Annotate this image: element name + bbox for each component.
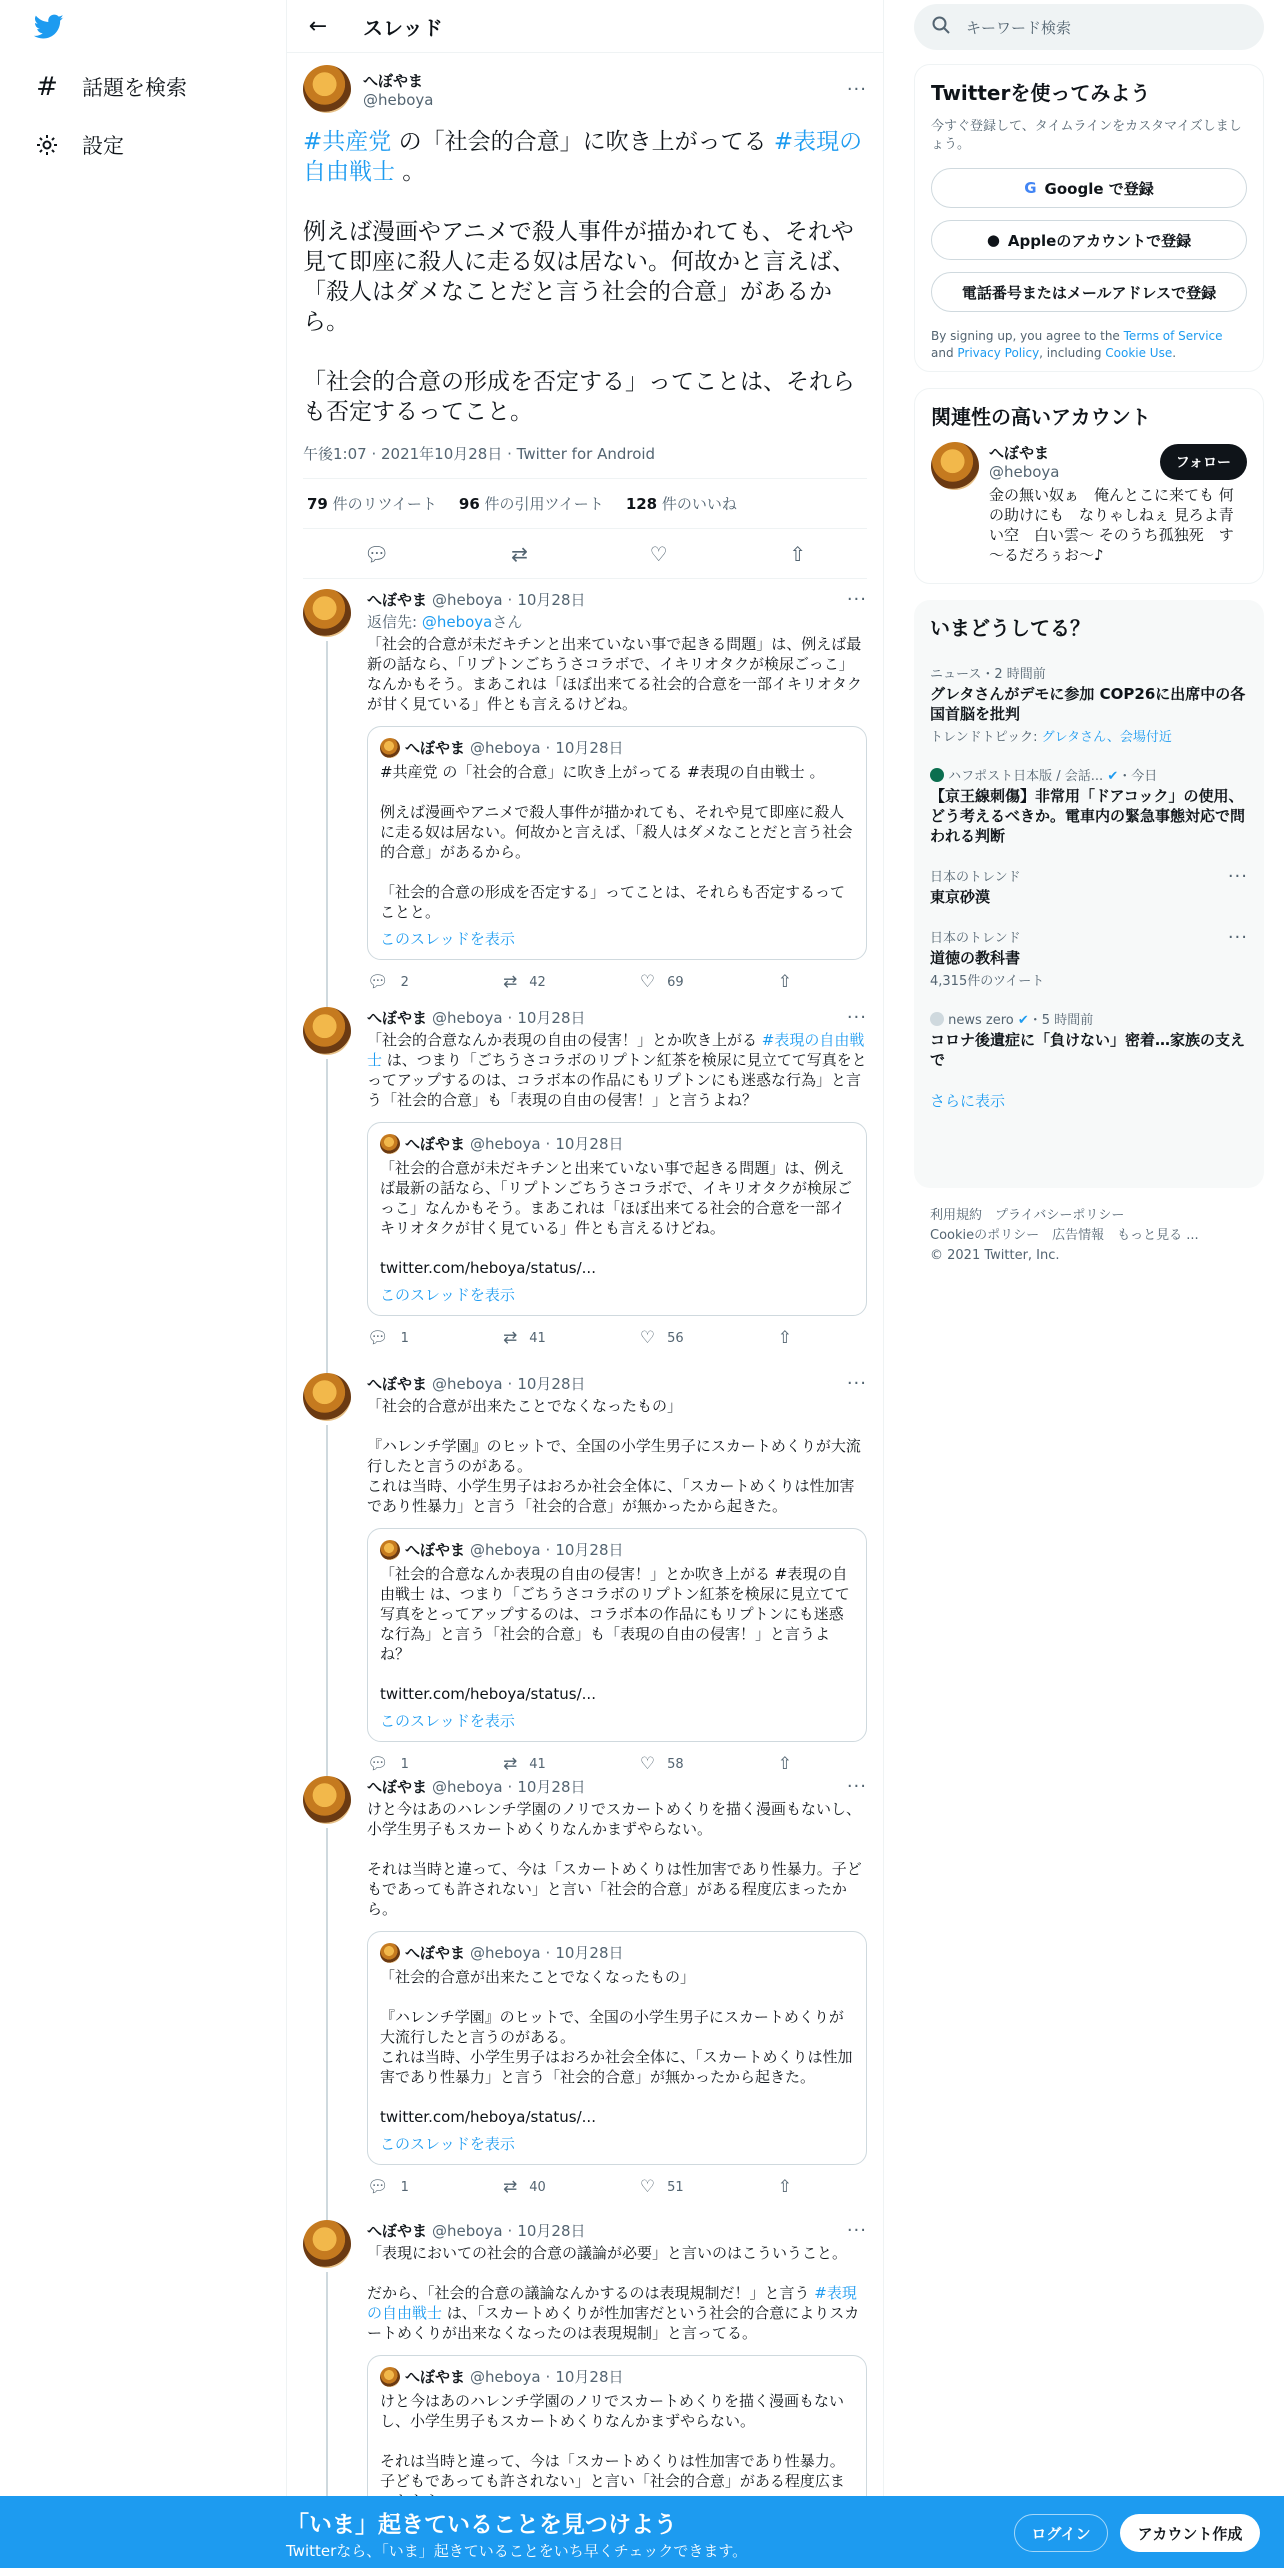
account-bio: 金の無い奴ぁ 俺んとこに来ても 何の助けにも なりゃしねぇ 見ろよ青い空 白い雲～ そのうち孤独死 す～るだろぅお～♪ — [989, 486, 1234, 564]
hashtag-link[interactable]: #表現の自由戦士 — [367, 2284, 857, 2322]
quoted-tweet[interactable]: へぼやま @heboya · 10月28日 #共産党 の「社会的合意」に吹き上がってる #表現の自由戦士 。 例えば漫画やアニメで殺人事件が描かれても、それや見て即座に殺人に走る奴は居ない。何故かと言えば、「殺人はダメなことだと言う社会的合意」があるから。 「社会的合意の形成を否定する」ってことは、それらも否定するってことと。 このスレッドを表示 — [367, 726, 867, 960]
tweet-date[interactable]: 10月28日 — [517, 2222, 586, 2240]
tweet-text-part: の「社会的合意」に吹き上がってる — [391, 129, 774, 155]
hashtag-link[interactable]: #表現の自由戦士 — [367, 1031, 865, 1069]
quote-count[interactable]: 96 件の引用ツイート — [458, 495, 604, 513]
phone-signup-button[interactable]: 電話番号またはメールアドレスで登録 — [931, 272, 1247, 312]
search-input[interactable]: キーワード検索 — [966, 18, 1072, 37]
reply-to-link[interactable]: @heboya — [421, 613, 493, 631]
quote-date: 10月28日 — [555, 739, 624, 757]
more-options-icon[interactable]: ··· — [846, 78, 867, 100]
more-options-icon[interactable]: ··· — [846, 589, 867, 610]
author-handle[interactable]: @heboya — [432, 1374, 503, 1393]
thread-line — [326, 1828, 328, 2220]
quote-date: 10月28日 — [555, 1541, 624, 1559]
tweet-date[interactable]: 10月28日 — [517, 591, 586, 609]
quote-author-name: へぼやま — [405, 1135, 466, 1153]
trend-source: news zero ✔・5 時間前 — [930, 1009, 1248, 1028]
more-options-icon[interactable]: ··· — [846, 2220, 867, 2241]
thread-header — [287, 0, 883, 53]
share-icon: ⇧ — [777, 972, 792, 992]
login-banner — [0, 2496, 1284, 2568]
main-column — [286, 0, 884, 2568]
like-button[interactable]: ♡ 56 — [639, 1328, 684, 1348]
author-name[interactable]: へぼやま — [363, 71, 424, 90]
trend-item[interactable] — [914, 917, 1264, 999]
trend-title: コロナ後遺症に「負けない」密着…家族の支えで — [930, 1031, 1246, 1069]
share-button[interactable] — [778, 972, 792, 992]
author-handle[interactable]: @heboya — [432, 1777, 503, 1796]
avatar[interactable] — [303, 1776, 351, 1824]
retweet-icon[interactable]: ⇄ — [511, 541, 528, 566]
quoted-tweet[interactable]: へぼやま @heboya · 10月28日 「社会的合意が出来たことでなくなったもの」 『ハレンチ学園』のヒットで、全国の小学生男子にスカートめくりが大流行したと言うのがある。 これは当時、小学生男子はおろか社会全体に、「スカートめくりは性加害であり性暴力」と言う「社会的合意」が無かったから起きた。 twitter.com/heboya/status/... このスレッドを表示 — [367, 1931, 867, 2165]
signup-button[interactable]: アカウント作成 — [1120, 2514, 1260, 2552]
cookie-link[interactable]: Cookie Use — [1105, 346, 1173, 360]
like-icon[interactable]: ♡ — [649, 541, 668, 566]
reply-tweet[interactable]: へぼやま @heboya · 10月28日 ··· 返信先: @heboyaさん 「社会的合意が未だキチンと出来ていない事で起きる問題」は、例えば最新の話なら、「リプトンごちうさコラボで、イキリオタクが検尿ごっこ」なんかもそう。まあこれは「ほぼ出来てる社会的合意を一部イキリオタクが甘く見ている」件とも言えるけどね。 へぼやま @heboya · 10月28日 #共産党 の「社会的合意」に吹き上がってる #表現の自由戦士 。 例えば漫画やアニメで殺人事件が描かれても、それや見て即座に殺人に走る奴は居ない。何故かと言えば、「殺人はダメなことだと言う社会的合意」があるから。 「社会的合意の形成を否定する」ってことは、それらも否定するってことと。 このスレッドを表示 💬︎ 2 ⇄ 42 ♡ 69 ⇧ — [287, 579, 883, 997]
signup-title: Twitterを使ってみよう — [931, 81, 1151, 105]
like-button[interactable]: ♡ 69 — [639, 972, 684, 992]
like-button[interactable]: ♡ 51 — [639, 2177, 684, 2197]
apple-icon: ● — [986, 231, 1000, 249]
reply-tweet[interactable]: へぼやま @heboya · 10月28日 ··· 「社会的合意が出来たことでなくなったもの」 『ハレンチ学園』のヒットで、全国の小学生男子にスカートめくりが大流行したと言うのがある。 これは当時、小学生男子はおろか社会全体に、「スカートめくりは性加害であり性暴力」と言う「社会的合意」が無かったから起きた。 へぼやま @heboya · 10月28日 「社会的合意なんか表現の自由の侵害！」とか吹き上がる #表現の自由戦士 は、つまり「ごちうさコラボのリプトン紅茶を検尿に見立てて写真をとってアップするのは、コラボ本の作品にもリプトンにも迷惑な行為」と言う「社会的合意」も「表現の自由の侵害！」と言うよね？ twitter.com/heboya/status/... このスレッドを表示 💬︎ 1 ⇄ 41 ♡ 58 ⇧ — [287, 1363, 883, 1766]
tos-link[interactable]: Terms of Service — [1123, 329, 1223, 343]
left-navigation — [0, 0, 286, 2568]
quote-author-name: へぼやま — [405, 1944, 466, 1962]
share-button[interactable] — [778, 2177, 792, 2197]
like-count[interactable]: 128 件のいいね — [625, 495, 737, 513]
trends-title: いまどうしてる？ — [930, 616, 1090, 640]
author-handle[interactable]: @heboya — [432, 590, 503, 609]
author-name[interactable]: へぼやま — [367, 2222, 428, 2240]
trend-category: 日本のトレンド — [930, 931, 1021, 946]
login-button[interactable]: ログイン — [1014, 2514, 1108, 2552]
author-name[interactable]: へぼやま — [367, 1778, 428, 1796]
quote-text: 「社会的合意が未だキチンと出来ていない事で起きる問題」は、例えば最新の話なら、「リプトンごちうさコラボで、イキリオタクが検尿ごっこ」なんかもそう。まあこれは「ほぼ出来てる社会的合意を一部イキリオタクが甘く見ている」件とも言えるけどね。 twitter.com/heboya/status/... — [380, 1159, 853, 1277]
nav-settings-label: 設定 — [82, 134, 124, 158]
avatar — [380, 2367, 400, 2387]
reply-icon: 💬︎ — [367, 972, 389, 992]
quote-author-name: へぼやま — [405, 739, 466, 757]
retweet-icon: ⇄ — [502, 1754, 518, 1774]
tweet-body: 例えば漫画やアニメで殺人事件が描かれても、それや見て即座に殺人に走る奴は居ない。何故かと言えば、「殺人はダメなことだと言う社会的合意」があるから。 「社会的合意の形成を否定する」ってことは、それらも否定するってこと。 — [303, 219, 855, 425]
signup-card — [914, 64, 1264, 372]
avatar — [380, 1540, 400, 1560]
related-accounts-card — [914, 388, 1264, 584]
source-icon — [930, 768, 944, 782]
avatar — [380, 1943, 400, 1963]
gear-icon — [34, 132, 60, 158]
tweet-actions — [367, 1316, 792, 1360]
reply-button[interactable]: 💬︎ 1 — [367, 1328, 409, 1348]
retweet-icon: ⇄ — [502, 1328, 518, 1348]
author-handle[interactable]: @heboya — [432, 1008, 503, 1027]
share-icon: ⇧ — [777, 1754, 792, 1774]
search-box[interactable] — [914, 4, 1264, 50]
trend-item[interactable] — [914, 856, 1264, 917]
like-icon: ♡ — [639, 1754, 656, 1774]
trend-title: 東京砂漠 — [930, 888, 991, 906]
verified-icon: ✔ — [1017, 1013, 1029, 1028]
more-options-icon[interactable]: ··· — [846, 1007, 867, 1028]
trend-title: 【京王線刺傷】非常用「ドアコック」の使用、どう考えるべきか。電車内の緊急事態対応で問われる判断 — [930, 787, 1246, 845]
copyright: © 2021 Twitter, Inc. — [930, 1248, 1060, 1263]
quote-author-handle: @heboya — [470, 1134, 541, 1153]
trend-title: グレタさんがデモに参加 COP26に出席中の各国首脳を批判 — [930, 685, 1246, 723]
show-thread-link[interactable]: このスレッドを表示 — [380, 1286, 515, 1304]
tweet-date[interactable]: 10月28日 — [517, 1009, 586, 1027]
google-signup-button[interactable]: G Google で登録 — [931, 168, 1247, 208]
trend-category: 日本のトレンド — [930, 870, 1021, 885]
nav-explore[interactable] — [34, 72, 187, 102]
reply-to-label: 返信先: — [367, 613, 422, 631]
reply-button[interactable]: 💬︎ 1 — [367, 2177, 409, 2197]
privacy-link[interactable]: Privacy Policy — [957, 346, 1040, 360]
more-options-icon[interactable]: ··· — [846, 1373, 867, 1394]
trend-item[interactable] — [914, 653, 1264, 755]
quote-author-handle: @heboya — [470, 738, 541, 757]
author-handle[interactable]: @heboya — [432, 2221, 503, 2240]
tweet-text — [303, 127, 867, 427]
show-thread-link[interactable]: このスレッドを表示 — [380, 930, 515, 948]
avatar[interactable] — [303, 2220, 351, 2268]
hashtag-link[interactable]: #表現の自由戦士 — [303, 129, 863, 185]
retweet-button[interactable]: ⇄ 41 — [502, 1754, 546, 1774]
quote-author-handle: @heboya — [470, 1540, 541, 1559]
trend-count: 4,315件のツイート — [930, 974, 1045, 989]
apple-signup-button[interactable]: ● Appleのアカウントで登録 — [931, 220, 1247, 260]
reply-icon[interactable]: 💬︎ — [363, 541, 390, 566]
avatar — [380, 1134, 400, 1154]
hashtag-icon: # — [36, 72, 58, 102]
quote-author-handle: @heboya — [470, 1943, 541, 1962]
avatar[interactable] — [303, 65, 351, 113]
reply-button[interactable]: 💬︎ 1 — [367, 1754, 409, 1774]
like-icon: ♡ — [639, 972, 656, 992]
signup-legal: By signing up, you agree to the Terms of Service and Privacy Policy, including Cookie Use. — [931, 329, 1223, 360]
show-more-link[interactable]: さらに表示 — [930, 1092, 1006, 1110]
google-icon: G — [1024, 179, 1037, 197]
quote-text: けと今はあのハレンチ学園のノリでスカートめくりを描く漫画もないし、小学生男子もスカートめくりなんかまずやらない。 それは当時と違って、今は「スカートめくりは性加害であり性暴力。子どもであっても許されない」と言い「社会的合意」がある程度広ま — [380, 2392, 845, 2490]
trend-subtitle: トレンドトピック: グレタさん、会場付近 — [930, 730, 1172, 745]
nav-settings[interactable] — [34, 130, 124, 160]
tweet-text-part: 。 — [395, 159, 426, 185]
retweet-count[interactable]: 79 件のリツイート — [307, 495, 437, 513]
quote-date: 10月28日 — [555, 1944, 624, 1962]
tweet-text: 「社会的合意が出来たことでなくなったもの」 『ハレンチ学園』のヒットで、全国の小学生男子にスカートめくりが大流行したと言うのがある。 これは当時、小学生男子はおろか社会全体に、「スカートめくりは性加害であり性暴力」と言う「社会的合意」が無かったから起きた。 — [367, 1397, 861, 1515]
avatar[interactable] — [303, 589, 351, 637]
reply-icon: 💬︎ — [367, 1754, 389, 1774]
author-name[interactable]: へぼやま — [367, 1009, 428, 1027]
more-options-icon[interactable]: ··· — [1227, 866, 1248, 887]
quoted-tweet[interactable]: へぼやま @heboya · 10月28日 「社会的合意が未だキチンと出来ていない事で起きる問題」は、例えば最新の話なら、「リプトンごちうさコラボで、イキリオタクが検尿ごっこ」なんかもそう。まあこれは「ほぼ出来てる社会的合意を一部イキリオタクが甘く見ている」件とも言えるけどね。 twitter.com/heboya/status/... このスレッドを表示 — [367, 1122, 867, 1316]
quoted-tweet[interactable]: へぼやま @heboya · 10月28日 けと今はあのハレンチ学園のノリでスカートめくりを描く漫画もないし、小学生男子もスカートめくりなんかまずやらない。 それは当時と違って、今は「スカートめくりは性加害であり性暴力。子どもであっても許されない」と言い「社会的合意」がある程度広ま — [367, 2355, 867, 2522]
nav-explore-label: 話題を検索 — [82, 76, 187, 100]
banner-subtitle: Twitterなら、「いま」起きていることをいち早くチェックできます。 — [286, 2542, 748, 2560]
more-options-icon[interactable]: ··· — [846, 1776, 867, 1797]
quoted-tweet[interactable]: へぼやま @heboya · 10月28日 「社会的合意なんか表現の自由の侵害！」とか吹き上がる #表現の自由戦士 は、つまり「ごちうさコラボのリプトン紅茶を検尿に見立てて写真をとってアップするのは、コラボ本の作品にもリプトンにも迷惑な行為」と言う「社会的合意」も「表現の自由の侵害！」と言うよね？ twitter.com/heboya/status/... このスレッドを表示 — [367, 1528, 867, 1742]
tweet-date[interactable]: 10月28日 — [517, 1778, 586, 1796]
follow-button[interactable]: フォロー — [1160, 444, 1247, 480]
focused-tweet — [287, 53, 883, 579]
trend-category: ニュース・2 時間前 — [930, 667, 1046, 682]
author-handle[interactable]: @heboya — [363, 90, 434, 109]
tweet-text: 「社会的合意なんか表現の自由の侵害！」とか吹き上がる #表現の自由戦士 は、つまり「ごちうさコラボのリプトン紅茶を検尿に見立てて写真をとってアップするのは、コラボ本の作品にもリプトンにも迷惑な行為」と言う「社会的合意」も「表現の自由の侵害！」と言うよね？ — [367, 1031, 867, 1109]
reply-icon: 💬︎ — [367, 2177, 389, 2197]
twitter-logo-icon[interactable] — [34, 14, 64, 40]
trend-item[interactable] — [914, 755, 1264, 856]
thread-line — [326, 641, 328, 1007]
hashtag-link[interactable]: #共産党 — [303, 129, 392, 155]
reply-button[interactable]: 💬︎ 2 — [367, 972, 409, 992]
quote-text: 「社会的合意なんか表現の自由の侵害！」とか吹き上がる #表現の自由戦士 は、つまり「ごちうさコラボのリプトン紅茶を検尿に見立てて写真をとってアップするのは、コラボ本の作品にもリプトンにも迷惑な行為」と言う「社会的合意」も「表現の自由の侵害！」と言うよね？ twitter.com/heboya/status/... — [380, 1565, 850, 1703]
retweet-icon: ⇄ — [502, 2177, 518, 2197]
tweet-timestamp[interactable]: 午後1:07 · 2021年10月28日 · Twitter for Android — [303, 443, 867, 479]
back-arrow-icon[interactable]: ← — [308, 13, 328, 39]
verified-icon: ✔ — [1107, 769, 1119, 784]
retweet-icon: ⇄ — [502, 972, 518, 992]
retweet-button[interactable]: ⇄ 40 — [502, 2177, 546, 2197]
trend-title: 道徳の教科書 — [930, 949, 1021, 967]
show-thread-link[interactable]: このスレッドを表示 — [380, 1712, 515, 1730]
reply-tweet[interactable]: へぼやま @heboya · 10月28日 ··· けと今はあのハレンチ学園のノリでスカートめくりを描く漫画もないし、小学生男子もスカートめくりなんかまずやらない。 それは当時と違って、今は「スカートめくりは性加害であり性暴力。子どもであっても許されない」と言い「社会的合意」がある程度広まったから。 へぼやま @heboya · 10月28日 「社会的合意が出来たことでなくなったもの」 『ハレンチ学園』のヒットで、全国の小学生男子にスカートめくりが大流行したと言うのがある。 これは当時、小学生男子はおろか社会全体に、「スカートめくりは性加害であり性暴力」と言う「社会的合意」が無かったから起きた。 twitter.com/heboya/status/... このスレッドを表示 💬︎ 1 ⇄ 40 ♡ 51 ⇧ — [287, 1766, 883, 2210]
quote-date: 10月28日 — [555, 1135, 624, 1153]
show-thread-link[interactable]: このスレッドを表示 — [380, 2135, 515, 2153]
account-name[interactable]: へぼやま — [989, 444, 1050, 462]
tweet-date[interactable]: 10月28日 — [517, 1375, 586, 1393]
share-icon: ⇧ — [777, 1328, 792, 1348]
reply-tweet[interactable]: へぼやま @heboya · 10月28日 ··· 「社会的合意なんか表現の自由の侵害！」とか吹き上がる #表現の自由戦士 は、つまり「ごちうさコラボのリプトン紅茶を検尿に見立てて写真をとってアップするのは、コラボ本の作品にもリプトンにも迷惑な行為」と言う「社会的合意」も「表現の自由の侵害！」と言うよね？ へぼやま @heboya · 10月28日 「社会的合意が未だキチンと出来ていない事で起きる問題」は、例えば最新の話なら、「リプトンごちうさコラボで、イキリオタクが検尿ごっこ」なんかもそう。まあこれは「ほぼ出来てる社会的合意を一部イキリオタクが甘く見ている」件とも言えるけどね。 twitter.com/heboya/status/... このスレッドを表示 💬︎ 1 ⇄ 41 ♡ 56 ⇧ — [287, 997, 883, 1363]
retweet-button[interactable]: ⇄ 42 — [502, 972, 546, 992]
like-icon: ♡ — [639, 2177, 656, 2197]
tweet-actions — [367, 2165, 792, 2209]
author-name[interactable]: へぼやま — [367, 1375, 428, 1393]
quote-author-name: へぼやま — [405, 1541, 466, 1559]
tweet-text: 「社会的合意が未だキチンと出来ていない事で起きる問題」は、例えば最新の話なら、「リプトンごちうさコラボで、イキリオタクが検尿ごっこ」なんかもそう。まあこれは「ほぼ出来てる社会的合意を一部イキリオタクが甘く見ている」件とも言えるけどね。 — [367, 635, 862, 713]
tweet-stats — [303, 479, 867, 529]
reply-to-suffix: さん — [492, 613, 523, 631]
tweet-text: けと今はあのハレンチ学園のノリでスカートめくりを描く漫画もないし、小学生男子もスカートめくりなんかまずやらない。 それは当時と違って、今は「スカートめくりは性加害であり性暴力。子どもであっても許されない」と言い「社会的合意」がある程度広まったから。 — [367, 1800, 862, 1918]
like-icon: ♡ — [639, 1328, 656, 1348]
trends-card — [914, 600, 1264, 1188]
share-icon: ⇧ — [777, 2177, 792, 2197]
retweet-button[interactable]: ⇄ 41 — [502, 1328, 546, 1348]
quote-text: 「社会的合意が出来たことでなくなったもの」 『ハレンチ学園』のヒットで、全国の小学生男子にスカートめくりが大流行したと言うのがある。 これは当時、小学生男子はおろか社会全体に、「スカートめくりは性加害であり性暴力」と言う「社会的合意」が無かったから起きた。 twitter.com/heboya/status/... — [380, 1968, 853, 2126]
reply-tweet[interactable]: へぼやま @heboya · 10月28日 ··· 「表現においての社会的合意の議論が必要」と言いのはこういうこと。 だから、「社会的合意の議論なんかするのは表現規制だ！」と言う #表現の自由戦士 は、「スカートめくりが性加害だという社会的合意によりスカートめくりが出来なくなったのは表現規制」と言ってる。 へぼやま @heboya · 10月28日 けと今はあのハレンチ学園のノリでスカートめくりを描く漫画もないし、小学生男子もスカートめくりなんかまずやらない。 それは当時と違って、今は「スカートめくりは性加害であり性暴力。子どもであっても許されない」と言い「社会的合意」がある程度広ま — [287, 2210, 883, 2568]
quote-text: #共産党 の「社会的合意」に吹き上がってる #表現の自由戦士 。 例えば漫画やアニメで殺人事件が描かれても、それや見て即座に殺人に走る奴は居ない。何故かと言えば、「殺人はダメなことだと言う社会的合意」があるから。 「社会的合意の形成を否定する」ってことは、それらも否定するってことと。 — [380, 763, 853, 921]
quote-author-name: へぼやま — [405, 2368, 466, 2386]
like-button[interactable]: ♡ 58 — [639, 1754, 684, 1774]
trend-item[interactable] — [914, 999, 1264, 1080]
related-title: 関連性の高いアカウント — [931, 405, 1151, 429]
signup-subtitle: 今すぐ登録して、タイムラインをカスタマイズしましょう。 — [931, 119, 1242, 152]
thread-line — [326, 1425, 328, 1776]
footer-links[interactable]: 利用規約 プライバシーポリシー Cookieのポリシー 広告情報 もっと見る ... © 2021 Twitter, Inc. — [930, 1206, 1250, 1266]
tweet-text: 「表現においての社会的合意の議論が必要」と言いのはこういうこと。 だから、「社会的合意の議論なんかするのは表現規制だ！」と言う #表現の自由戦士 は、「スカートめくりが性加害だという社会的合意によりスカートめくりが出来なくなったのは表現規制」と言ってる。 — [367, 2244, 860, 2342]
avatar — [380, 738, 400, 758]
tweet-actions — [303, 529, 867, 579]
source-icon — [930, 1012, 944, 1026]
avatar[interactable] — [303, 1373, 351, 1421]
avatar[interactable] — [303, 1007, 351, 1055]
quote-author-handle: @heboya — [470, 2367, 541, 2386]
avatar[interactable] — [931, 442, 979, 490]
search-icon — [932, 16, 950, 38]
share-icon[interactable]: ⇧ — [789, 541, 807, 566]
account-handle[interactable]: @heboya — [989, 463, 1060, 481]
quote-date: 10月28日 — [555, 2368, 624, 2386]
page-title: スレッド — [363, 15, 443, 40]
share-button[interactable] — [778, 1328, 792, 1348]
thread-line — [326, 1059, 328, 1373]
author-name[interactable]: へぼやま — [367, 591, 428, 609]
trend-source: ハフポスト日本版 / 会話... ✔・今日 — [930, 765, 1248, 784]
reply-icon: 💬︎ — [367, 1328, 389, 1348]
banner-headline: 「いま」起きていることを見つけよう — [286, 2512, 677, 2538]
more-options-icon[interactable]: ··· — [1227, 927, 1248, 948]
